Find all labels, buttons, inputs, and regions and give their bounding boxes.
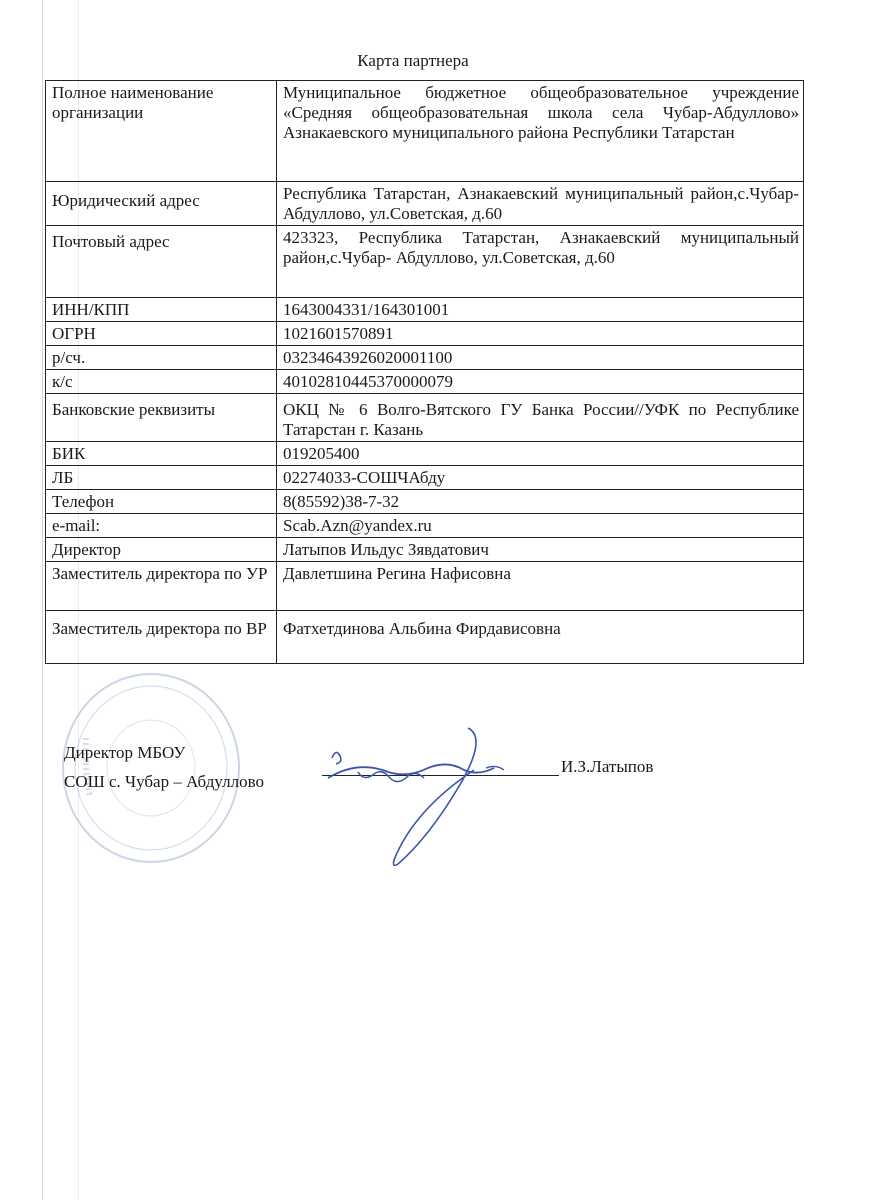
row-label: Юридический адрес xyxy=(46,182,277,226)
row-value: Муниципальное бюджетное общеобразовательное учреждение «Средняя общеобразовательная школа села Чубар-Абдуллово» Азнакаевского муниципального района Республики Татарстан xyxy=(277,81,804,182)
row-label: ИНН/КПП xyxy=(46,298,277,322)
table-row xyxy=(46,182,804,226)
signature-block xyxy=(64,738,264,796)
row-value: Фатхетдинова Альбина Фирдависовна xyxy=(277,611,804,664)
table-row xyxy=(46,514,804,538)
table-row xyxy=(46,322,804,346)
table-row xyxy=(46,466,804,490)
handwritten-signature-icon xyxy=(318,720,528,870)
row-value: 1021601570891 xyxy=(277,322,804,346)
row-value: Латыпов Ильдус Зявдатович xyxy=(277,538,804,562)
document-title: Карта партнера xyxy=(357,51,469,70)
table-row xyxy=(46,81,804,182)
row-label: к/с xyxy=(46,370,277,394)
row-label: Заместитель директора по УР xyxy=(46,562,277,611)
row-value: ОКЦ № 6 Волго-Вятского ГУ Банка России//УФК по Республике Татарстан г. Казань xyxy=(277,394,804,442)
row-label: Полное наименование организации xyxy=(46,81,277,182)
row-value: Республика Татарстан, Азнакаевский муниципальный район,с.Чубар- Абдуллово, ул.Советская, д.60 xyxy=(277,182,804,226)
row-value: 40102810445370000079 xyxy=(277,370,804,394)
row-value: Scab.Azn@yandex.ru xyxy=(277,514,804,538)
row-value: 019205400 xyxy=(277,442,804,466)
row-label: Банковские реквизиты xyxy=(46,394,277,442)
table-row xyxy=(46,442,804,466)
row-label: Почтовый адрес xyxy=(46,226,277,298)
signer-name: И.З.Латыпов xyxy=(561,757,654,776)
signer-position-line2: СОШ с. Чубар – Абдуллово xyxy=(64,772,264,791)
row-value: 423323, Республика Татарстан, Азнакаевский муниципальный район,с.Чубар- Абдуллово, ул.Советская, д.60 xyxy=(277,226,804,298)
table-row xyxy=(46,346,804,370)
row-label: ЛБ xyxy=(46,466,277,490)
row-label: р/сч. xyxy=(46,346,277,370)
row-value: 8(85592)38-7-32 xyxy=(277,490,804,514)
row-label: e-mail: xyxy=(46,514,277,538)
page-edge-line xyxy=(42,0,43,1200)
row-label: Заместитель директора по ВР xyxy=(46,611,277,664)
table-row xyxy=(46,490,804,514)
row-label: БИК xyxy=(46,442,277,466)
table-row xyxy=(46,538,804,562)
row-value: Давлетшина Регина Нафисовна xyxy=(277,562,804,611)
table-row xyxy=(46,370,804,394)
row-value: 1643004331/164301001 xyxy=(277,298,804,322)
signer-position-line1: Директор МБОУ xyxy=(64,743,186,762)
partner-card-table xyxy=(45,80,804,664)
table-row xyxy=(46,394,804,442)
row-label: ОГРН xyxy=(46,322,277,346)
table-row xyxy=(46,226,804,298)
row-label: Директор xyxy=(46,538,277,562)
row-label: Телефон xyxy=(46,490,277,514)
table-row xyxy=(46,298,804,322)
row-value: 02274033-СОШЧАбду xyxy=(277,466,804,490)
row-value: 03234643926020001100 xyxy=(277,346,804,370)
table-row xyxy=(46,611,804,664)
table-row xyxy=(46,562,804,611)
